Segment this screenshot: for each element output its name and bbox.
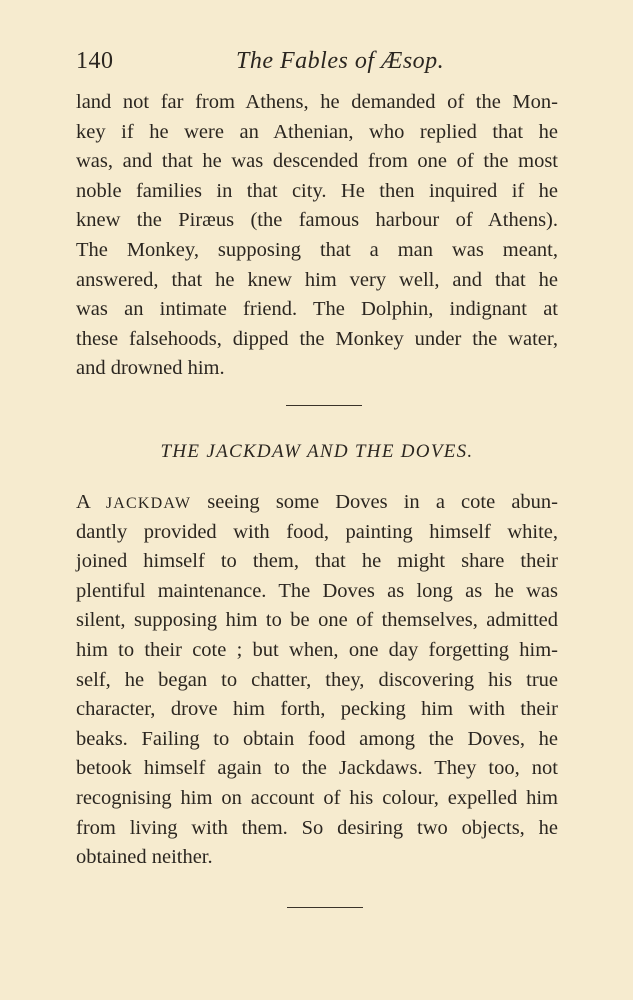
text-line: obtained neither. [76, 846, 213, 869]
text-line: was an intimate friend. The Dolphin, indignant at [76, 298, 558, 321]
text-line: him to their cote ; but when, one day forgetting him- [76, 638, 558, 661]
section-title: THE JACKDAW AND THE DOVES. [160, 441, 474, 462]
text-line: dantly provided with food, painting himself white, [76, 520, 558, 543]
smallcap-word: JACKDAW [105, 495, 192, 512]
text-line: from living with them. So desiring two objects, he [76, 816, 558, 839]
text-line: beaks. Failing to obtain food among the Doves, he [76, 727, 558, 750]
text-line: joined himself to them, that he might share their [76, 550, 558, 573]
text-line: knew the Piræus (the famous harbour of Athens). [76, 209, 558, 232]
text-line: recognising him on account of his colour, expelled him [76, 786, 558, 809]
text-line: land not far from Athens, he demanded of the Mon- [76, 91, 558, 113]
text-line: noble families in that city. He then inquired if he [76, 179, 558, 202]
text-line: character, drove him forth, pecking him with their [76, 698, 558, 721]
text-line: key if he were an Athenian, who replied that he [76, 120, 558, 143]
text-line: was, and that he was descended from one of the most [76, 150, 558, 173]
text-line: silent, supposing him to be one of themselves, admitted [76, 609, 558, 632]
first-word: A [76, 491, 90, 513]
page-header [76, 48, 558, 82]
end-divider [287, 907, 363, 908]
first-line-rest: seeing some Doves in a cote abun- [191, 491, 559, 513]
text-line [76, 488, 558, 518]
text-line: betook himself again to the Jackdaws. They too, not [76, 757, 558, 780]
continued-paragraph [76, 88, 558, 384]
text-line: plentiful maintenance. The Doves as long as he was [76, 579, 558, 602]
text-line: self, he began to chatter, they, discovering his true [76, 668, 558, 691]
running-title: The Fables of Æsop. [236, 48, 445, 74]
text-line: and drowned him. [76, 357, 225, 380]
section-divider [286, 405, 362, 406]
text-line: these falsehoods, dipped the Monkey under the water, [76, 327, 558, 350]
fable-paragraph [76, 488, 558, 873]
page-number: 140 [76, 48, 114, 74]
text-line: answered, that he knew him very well, and that he [76, 268, 558, 291]
text-line: The Monkey, supposing that a man was meant, [76, 238, 558, 261]
